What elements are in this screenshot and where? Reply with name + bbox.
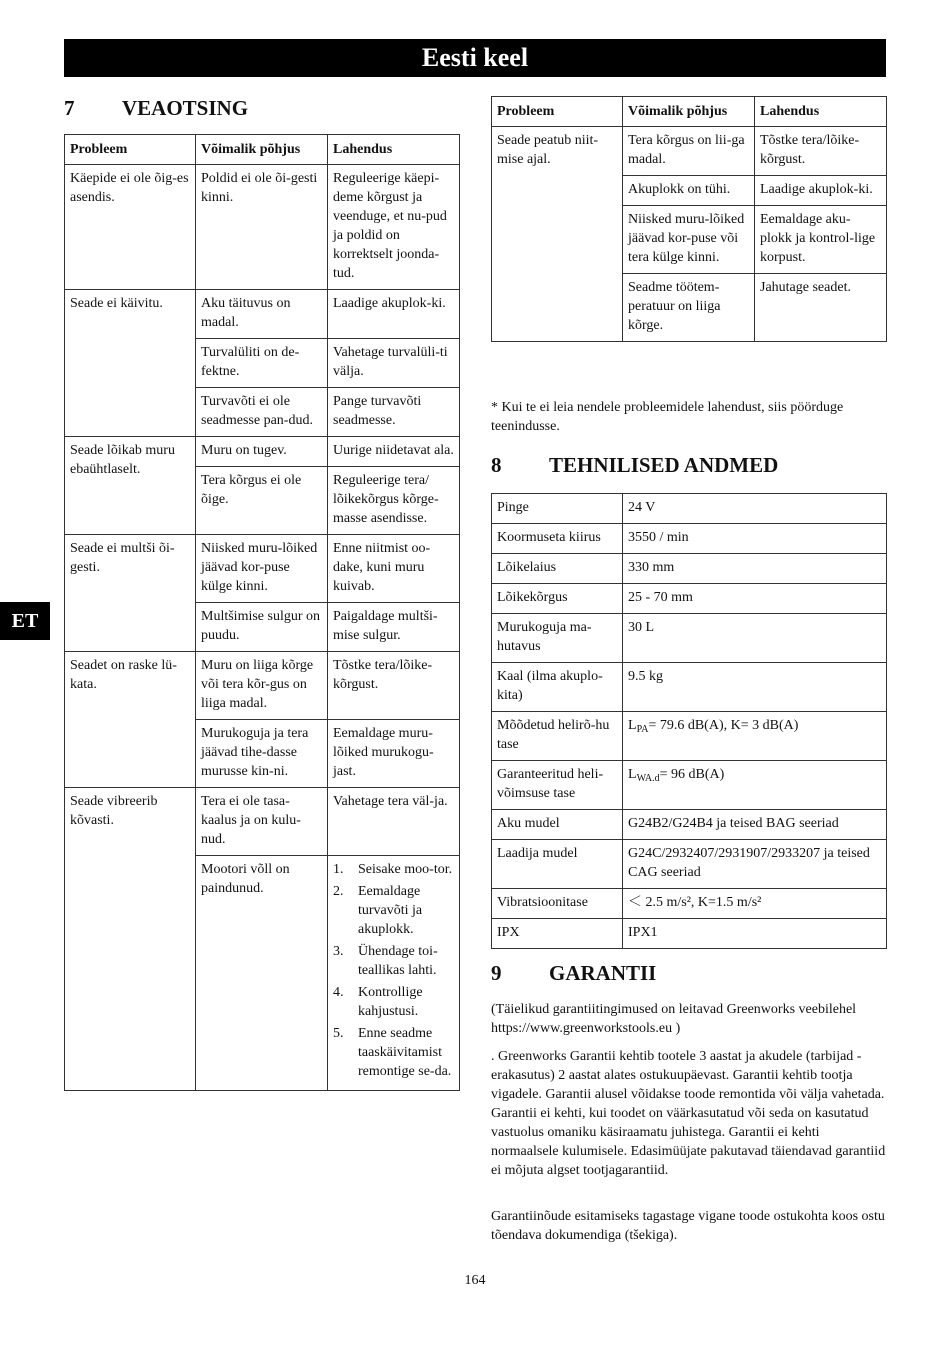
specs-table xyxy=(491,493,887,949)
cause-cell: Turvalüliti on de-fektne. xyxy=(196,339,328,388)
table-row xyxy=(65,165,460,290)
warranty-paragraph-1: (Täielikud garantiitingimused on leitavad Greenworks veebilehel https://www.greenworkstools.eu ) xyxy=(491,1002,857,1036)
step-text: Ühendage toi-teallikas lahti. xyxy=(358,944,438,978)
cause-cell: Akuplokk on tühi. xyxy=(623,176,755,206)
cause-cell: Tera kõrgus on lii-ga madal. xyxy=(623,127,755,176)
solution-cell: Jahutage seadet. xyxy=(755,274,887,342)
solution-cell: Laadige akuplok-ki. xyxy=(328,290,460,339)
spec-label: Aku mudel xyxy=(492,810,623,840)
problem-cell: Seade vibreerib kõvasti. xyxy=(65,788,196,1091)
step-number: 2. xyxy=(333,884,344,899)
spec-value-text: IPX1 xyxy=(628,925,658,940)
table-row xyxy=(65,535,460,603)
spec-value-text: G24C/2932407/2931907/2933207 ja teised CAG seeriad xyxy=(628,846,870,880)
step-number: 1. xyxy=(333,862,344,877)
list-item xyxy=(333,1024,454,1081)
list-item xyxy=(333,882,454,939)
solution-cell: Reguleerige käepi-deme kõrgust ja veenduge, et nu-pud ja poldid on korrektselt joonda-tud. xyxy=(328,165,460,290)
spec-row xyxy=(492,889,887,919)
solution-cell: Pange turvavõti seadmesse. xyxy=(328,388,460,437)
spec-label: Laadija mudel xyxy=(492,840,623,889)
solution-cell: Eemaldage muru-lõiked murukogu-jast. xyxy=(328,720,460,788)
problem-cell: Seade ei käivitu. xyxy=(65,290,196,437)
spec-label: Mõõdetud helirõ-hu tase xyxy=(492,712,623,761)
cause-cell: Niisked muru-lõiked jäävad kor-puse või tera külge kinni. xyxy=(623,206,755,274)
solution-cell: Tõstke tera/lõike-kõrgust. xyxy=(755,127,887,176)
column-header-solution: Lahendus xyxy=(328,135,460,165)
solution-cell: Tõstke tera/lõike-kõrgust. xyxy=(328,652,460,720)
table-row xyxy=(65,437,460,467)
spec-value-text: G24B2/G24B4 ja teised BAG seeriad xyxy=(628,816,839,831)
solution-cell: Laadige akuplok-ki. xyxy=(755,176,887,206)
table-row xyxy=(65,652,460,720)
spec-value xyxy=(623,554,887,584)
spec-row xyxy=(492,494,887,524)
solution-cell: Enne niitmist oo-dake, kuni muru kuivab. xyxy=(328,535,460,603)
spec-value-text: 9.5 kg xyxy=(628,669,663,684)
spec-row xyxy=(492,761,887,810)
page-header: Eesti keel xyxy=(64,39,886,77)
spec-label: Lõikelaius xyxy=(492,554,623,584)
section-title-specs xyxy=(491,452,778,478)
solution-cell: Eemaldage aku-plokk ja kontrol-lige korpust. xyxy=(755,206,887,274)
column-header-solution: Lahendus xyxy=(755,97,887,127)
spec-label: Kaal (ilma akuplo-kita) xyxy=(492,663,623,712)
section-number: 9 xyxy=(491,961,502,985)
solution-cell xyxy=(328,856,460,1091)
cause-cell: Turvavõti ei ole seadmesse pan-dud. xyxy=(196,388,328,437)
solution-cell: Reguleerige tera/ lõikekõrgus kõrge-masse asendisse. xyxy=(328,467,460,535)
step-number: 5. xyxy=(333,1026,344,1041)
spec-value-text: = 79.6 dB(A), K= 3 dB(A) xyxy=(648,718,799,733)
step-number: 4. xyxy=(333,985,344,1000)
spec-value-text: 24 V xyxy=(628,500,656,515)
spec-row xyxy=(492,614,887,663)
spec-row xyxy=(492,810,887,840)
spec-value-subscript: WA.d xyxy=(636,773,660,784)
spec-label: Vibratsioonitase xyxy=(492,889,623,919)
spec-value xyxy=(623,761,887,810)
cause-cell: Muru on tugev. xyxy=(196,437,328,467)
spec-value-symbol: L xyxy=(628,767,637,782)
warranty-paragraph-2: . Greenworks Garantii kehtib tootele 3 aastat ja akudele (tarbijad - erakasutus) 2 aastat alates ostukuupäevast. Garantii kehtib tootja vigadele. Garantii alusel võidakse toode remontida või välja vahetada. Garantii ei kehti, kui toodet on väärkasutatud või seda on kasutatud vastuolus omaniku käsiraamatu juhistega. Garantii ei kehti normaalsele kulumisele. Edasimüüjate pakutavad täiendavad garantiid ei mõjuta algset tootjagarantiid. xyxy=(491,1049,886,1178)
spec-row xyxy=(492,663,887,712)
spec-row xyxy=(492,554,887,584)
spec-label: IPX xyxy=(492,919,623,949)
step-number: 3. xyxy=(333,944,344,959)
problem-cell: Seade peatub niit-mise ajal. xyxy=(492,127,623,342)
solution-cell: Vahetage tera väl-ja. xyxy=(328,788,460,856)
section-number: 8 xyxy=(491,453,502,477)
problem-cell: Käepide ei ole õig-es asendis. xyxy=(65,165,196,290)
language-tab: ET xyxy=(0,602,50,640)
spec-value xyxy=(623,584,887,614)
spec-value xyxy=(623,919,887,949)
column-header-cause: Võimalik põhjus xyxy=(623,97,755,127)
step-text: Eemaldage turvavõti ja akuplokk. xyxy=(358,884,423,937)
cause-cell: Niisked muru-lõiked jäävad kor-puse külge kinni. xyxy=(196,535,328,603)
section-heading: TEHNILISED ANDMED xyxy=(549,453,779,477)
table-header-row xyxy=(65,135,460,165)
spec-value-text: 25 - 70 mm xyxy=(628,590,693,605)
cause-cell: Tera kõrgus ei ole õige. xyxy=(196,467,328,535)
page-number: 164 xyxy=(464,1273,486,1288)
spec-label: Pinge xyxy=(492,494,623,524)
spec-value xyxy=(623,614,887,663)
spec-row xyxy=(492,840,887,889)
section-heading: GARANTII xyxy=(549,961,657,985)
solution-cell: Paigaldage multši-mise sulgur. xyxy=(328,603,460,652)
spec-value-text: = 96 dB(A) xyxy=(659,767,725,782)
spec-value-text: 3550 / min xyxy=(628,530,689,545)
spec-value-symbol: L xyxy=(628,718,637,733)
spec-value-subscript: PA xyxy=(636,724,649,735)
cause-cell: Muru on liiga kõrge või tera kõr-gus on liiga madal. xyxy=(196,652,328,720)
footnote: * Kui te ei leia nendele probleemidele lahendust, siis pöörduge teenindusse. xyxy=(491,400,844,434)
cause-cell: Murukoguja ja tera jäävad tihe-dasse murusse kin-ni. xyxy=(196,720,328,788)
cause-cell: Aku täituvus on madal. xyxy=(196,290,328,339)
column-header-problem: Probleem xyxy=(65,135,196,165)
cause-cell: Multšimise sulgur on puudu. xyxy=(196,603,328,652)
step-text: Kontrollige kahjustusi. xyxy=(358,985,423,1019)
table-row xyxy=(492,127,887,176)
list-item xyxy=(333,860,454,879)
spec-row xyxy=(492,712,887,761)
spec-row xyxy=(492,584,887,614)
spec-value xyxy=(623,663,887,712)
list-item xyxy=(333,942,454,980)
column-header-problem: Probleem xyxy=(492,97,623,127)
step-text: Seisake moo-tor. xyxy=(358,862,453,877)
problem-cell: Seadet on raske lü-kata. xyxy=(65,652,196,788)
spec-value xyxy=(623,889,887,919)
section-title-troubleshooting xyxy=(64,95,248,121)
spec-value-text: ＜ 2.5 m/s², K=1.5 m/s² xyxy=(628,895,762,910)
cause-cell: Tera ei ole tasa-kaalus ja on kulu-nud. xyxy=(196,788,328,856)
spec-value-text: 30 L xyxy=(628,620,655,635)
spec-value xyxy=(623,810,887,840)
section-title-warranty xyxy=(491,960,656,986)
problem-cell: Seade ei multši õi-gesti. xyxy=(65,535,196,652)
section-heading: VEAOTSING xyxy=(122,96,249,120)
table-row xyxy=(65,290,460,339)
spec-label: Lõikekõrgus xyxy=(492,584,623,614)
spec-label: Garanteeritud heli-võimsuse tase xyxy=(492,761,623,810)
spec-row xyxy=(492,919,887,949)
spec-value xyxy=(623,840,887,889)
troubleshooting-table xyxy=(64,134,460,1091)
spec-row xyxy=(492,524,887,554)
solution-cell: Uurige niidetavat ala. xyxy=(328,437,460,467)
cause-cell: Mootori võll on paindunud. xyxy=(196,856,328,1091)
spec-value xyxy=(623,712,887,761)
spec-label: Koormuseta kiirus xyxy=(492,524,623,554)
spec-value xyxy=(623,494,887,524)
spec-value-text: 330 mm xyxy=(628,560,675,575)
spec-label: Murukoguja ma-hutavus xyxy=(492,614,623,663)
list-item xyxy=(333,983,454,1021)
solution-steps-list xyxy=(333,860,454,1081)
solution-cell: Vahetage turvalüli-ti välja. xyxy=(328,339,460,388)
troubleshooting-table-continued xyxy=(491,96,887,342)
problem-cell: Seade lõikab muru ebaühtlaselt. xyxy=(65,437,196,535)
table-header-row xyxy=(492,97,887,127)
section-number: 7 xyxy=(64,96,75,120)
step-text: Enne seadme taaskäivitamist remontige se-da. xyxy=(358,1026,452,1079)
column-header-cause: Võimalik põhjus xyxy=(196,135,328,165)
warranty-paragraph-3: Garantiinõude esitamiseks tagastage vigane toode ostukohta koos ostu tõendava dokumendiga (tšekiga). xyxy=(491,1209,885,1243)
spec-value xyxy=(623,524,887,554)
cause-cell: Seadme töötem-peratuur on liiga kõrge. xyxy=(623,274,755,342)
cause-cell: Poldid ei ole õi-gesti kinni. xyxy=(196,165,328,290)
table-row xyxy=(65,788,460,856)
